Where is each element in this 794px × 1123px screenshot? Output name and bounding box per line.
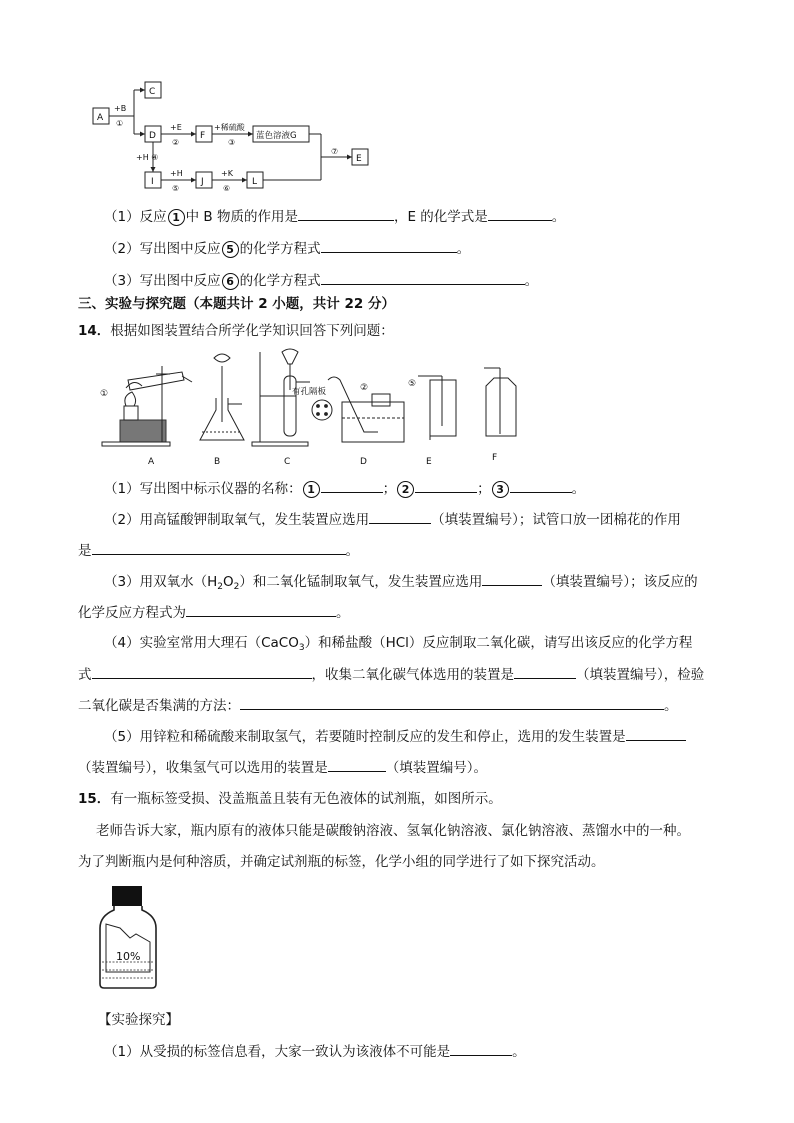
node-l-text: L <box>252 177 258 187</box>
label-step-1: ① <box>116 119 124 128</box>
answer-blank[interactable] <box>450 1041 512 1056</box>
bottle-label-text: 10% <box>116 950 141 963</box>
label-plus-h-down: +H ④ <box>136 153 159 162</box>
label-step-5: ⑤ <box>172 184 180 193</box>
label-step-3: ③ <box>228 138 236 147</box>
answer-blank[interactable] <box>321 270 525 285</box>
q13-part-1: （1）反应 1 中 B 物质的作用是 ，E 的化学式是 。 <box>104 206 565 227</box>
apparatus-a <box>102 366 192 446</box>
label-plus-k: +K <box>221 169 233 178</box>
answer-blank[interactable] <box>321 238 457 253</box>
label-b: B <box>214 457 221 467</box>
label-step-6: ⑥ <box>223 184 231 193</box>
answer-blank[interactable] <box>514 664 576 679</box>
q14-part-3-cont: 化学反应方程式为 。 <box>78 602 350 623</box>
node-e-text: E <box>356 154 362 164</box>
perforated-board-label: 有孔隔板 <box>292 387 327 397</box>
circled-number: 6 <box>222 273 239 290</box>
circled-number: 1 <box>303 481 320 498</box>
q14-part-2: （2）用高锰酸钾制取氧气，发生装置应选用 （填装置编号）；试管口放一团棉花的作用 <box>104 509 681 530</box>
answer-blank[interactable] <box>488 206 552 221</box>
node-j-box <box>196 172 212 188</box>
q14-part-2-cont: 是 。 <box>78 540 359 561</box>
node-a-text: A <box>97 113 104 123</box>
q14-part-4-cont2: 二氧化碳是否集满的方法： 。 <box>78 695 678 716</box>
label-a: A <box>148 457 155 467</box>
apparatus-c <box>252 349 332 446</box>
answer-blank[interactable] <box>186 602 336 617</box>
answer-blank[interactable] <box>240 695 664 710</box>
q15-stem: 15．有一瓶标签受损、没盖瓶盖且装有无色液体的试剂瓶，如图所示。 <box>78 791 502 807</box>
q14-stem: 14．根据如图装置结合所学化学知识回答下列问题： <box>78 323 394 339</box>
answer-blank[interactable] <box>482 571 542 586</box>
label-acid: +稀硫酸 <box>214 123 245 132</box>
apparatus-figure <box>96 346 536 470</box>
label-plus-b: +B <box>114 104 127 113</box>
label-d: D <box>360 457 367 467</box>
reaction-flow-diagram <box>90 78 390 198</box>
circled-number: 1 <box>168 209 185 226</box>
label-c: C <box>284 457 291 467</box>
q14-part-5: （5）用锌粒和稀硫酸来制取氢气，若要随时控制反应的发生和停止，选用的发生装置是 <box>104 726 686 747</box>
label-step-7: ⑦ <box>331 147 339 156</box>
marker-5: ⑤ <box>408 379 417 389</box>
circled-number: 2 <box>397 481 414 498</box>
label-e: E <box>426 457 432 467</box>
apparatus-f <box>484 368 516 436</box>
answer-blank[interactable] <box>415 478 477 493</box>
q15-paragraph-1: 老师告诉大家，瓶内原有的液体只能是碳酸钠溶液、氢氧化钠溶液、氯化钠溶液、蒸馏水中的一种。 <box>96 823 690 839</box>
answer-blank[interactable] <box>369 509 431 524</box>
node-g-text: 蓝色溶液G <box>256 131 297 141</box>
marker-1: ① <box>100 389 109 399</box>
answer-blank[interactable] <box>92 540 346 555</box>
q13-part-3: （3）写出图中反应 6 的化学方程式 。 <box>104 270 538 291</box>
circled-number: 3 <box>492 481 509 498</box>
answer-blank[interactable] <box>92 664 312 679</box>
answer-blank[interactable] <box>321 478 383 493</box>
answer-blank[interactable] <box>328 757 386 772</box>
label-f: F <box>492 453 498 463</box>
q14-part-4: （4）实验室常用大理石（CaCO$_3$）和稀盐酸（HCl）反应制取二氧化碳，请写出该反应的化学方程 <box>104 635 693 653</box>
circled-number: 5 <box>222 241 239 258</box>
node-f-text: F <box>200 131 206 141</box>
reagent-bottle-figure <box>96 884 160 990</box>
q14-part-4-cont: 式 ，收集二氧化碳气体选用的装置是 （填装置编号），检验 <box>78 664 704 685</box>
label-step-2: ② <box>172 138 180 147</box>
q14-part-1: （1）写出图中标示仪器的名称： 1 ； 2 ； 3 。 <box>104 478 585 499</box>
q15-paragraph-2: 为了判断瓶内是何种溶质，并确定试剂瓶的标签，化学小组的同学进行了如下探究活动。 <box>78 854 605 870</box>
apparatus-b <box>200 354 244 440</box>
q13-part-2: （2）写出图中反应 5 的化学方程式 。 <box>104 238 470 259</box>
node-c-text: C <box>149 87 156 97</box>
q14-part-5-cont: （装置编号），收集氢气可以选用的装置是 （填装置编号）。 <box>78 757 487 778</box>
experiment-heading: 【实验探究】 <box>98 1012 179 1028</box>
answer-blank[interactable] <box>510 478 572 493</box>
node-i-text: I <box>151 177 154 187</box>
apparatus-e <box>418 376 456 440</box>
label-plus-e: +E <box>170 123 182 132</box>
node-d-text: D <box>149 131 156 141</box>
node-j-text: J <box>201 177 204 187</box>
label-plus-h: +H <box>170 169 183 178</box>
q15-part-1: （1）从受损的标签信息看，大家一致认为该液体不可能是 。 <box>104 1041 526 1062</box>
marker-2: ② <box>360 383 369 393</box>
section-title: 三、实验与探究题（本题共计 2 小题，共计 22 分） <box>78 296 395 312</box>
answer-blank[interactable] <box>298 206 394 221</box>
answer-blank[interactable] <box>626 726 686 741</box>
q14-part-3: （3）用双氧水$(H_2O_2)$和二氧化锰制取氧气，发生装置应选用 （填装置编号）；该反应的 <box>104 571 698 597</box>
